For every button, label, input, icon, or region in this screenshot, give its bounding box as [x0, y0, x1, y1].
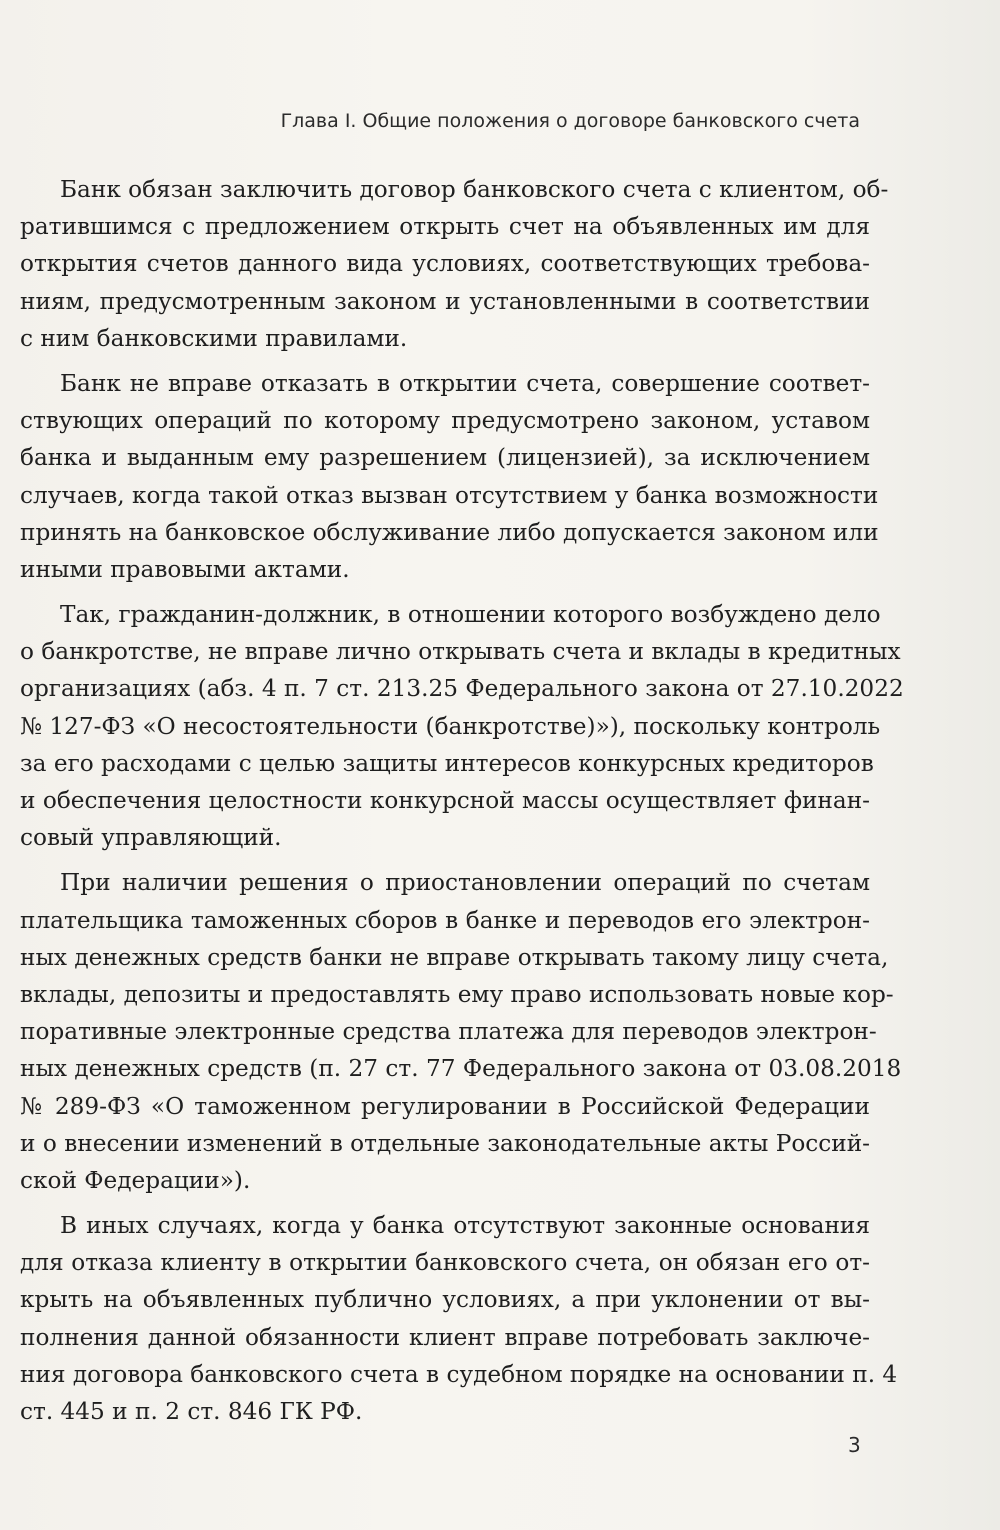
text-line: № 289-ФЗ «О таможенном регулировании в Российской Федерации — [20, 1092, 870, 1120]
text-line: В иных случаях, когда у банка отсутствуют законные основания — [60, 1212, 870, 1240]
text-line: для отказа клиенту в открытии банковского счета, он обязан его от- — [20, 1249, 870, 1277]
text-line: Банк обязан заключить договор банковского счета с клиентом, об- — [60, 176, 889, 203]
text-line: плательщика таможенных сборов в банке и переводов его электрон- — [20, 906, 870, 934]
text-line: ствующих операций по которому предусмотрено законом, уставом — [20, 407, 870, 435]
paragraph — [20, 171, 889, 357]
text-line: № 127-ФЗ «О несостоятельности (банкротстве)»), поскольку контроль — [20, 712, 881, 740]
text-line: При наличии решения о приостановлении операций по счетам — [60, 869, 870, 897]
text-line: иными правовыми актами. — [20, 555, 350, 583]
text-line: совый управляющий. — [20, 824, 282, 852]
text-line: ных денежных средств (п. 27 ст. 77 Федерального закона от 03.08.2018 — [20, 1055, 902, 1083]
body-text — [20, 171, 904, 1438]
text-line: банка и выданным ему разрешением (лицензией), за исключением — [20, 444, 870, 472]
text-line: Банк не вправе отказать в открытии счета, совершение соответ- — [60, 369, 870, 397]
paragraph — [20, 596, 904, 856]
text-line: поративные электронные средства платежа для переводов электрон- — [20, 1018, 877, 1046]
text-line: ской Федерации»). — [20, 1166, 251, 1194]
page-number: 3 — [848, 1433, 861, 1457]
running-header: Глава I. Общие положения о договоре банковского счета — [280, 110, 860, 132]
text-line: ст. 445 и п. 2 ст. 846 ГК РФ. — [20, 1398, 363, 1425]
text-line: с ним банковскими правилами. — [20, 324, 408, 352]
paragraph — [20, 1207, 898, 1430]
text-line: за его расходами с целью защиты интересов конкурсных кредиторов — [20, 749, 874, 777]
text-line: ратившимся с предложением открыть счет на объявленных им для — [20, 213, 870, 241]
text-line: вклады, депозиты и предоставлять ему право использовать новые кор- — [20, 980, 894, 1008]
text-line: открытия счетов данного вида условиях, соответствующих требова- — [20, 250, 870, 278]
text-line: крыть на объявленных публично условиях, а при уклонении от вы- — [20, 1286, 870, 1314]
paragraph — [20, 365, 879, 588]
text-line: и о внесении изменений в отдельные законодательные акты Россий- — [20, 1129, 870, 1157]
text-line: организациях (абз. 4 п. 7 ст. 213.25 Федерального закона от 27.10.2022 — [20, 675, 904, 703]
paragraph — [20, 864, 902, 1199]
text-line: полнения данной обязанности клиент вправе потребовать заключе- — [20, 1323, 870, 1351]
text-line: Так, гражданин-должник, в отношении которого возбуждено дело — [60, 601, 881, 629]
text-line: ниям, предусмотренным законом и установленными в соответствии — [20, 287, 870, 315]
text-line: о банкротстве, не вправе лично открывать счета и вклады в кредитных — [20, 638, 901, 666]
text-line: случаев, когда такой отказ вызван отсутствием у банка возможности — [20, 481, 879, 509]
text-line: ных денежных средств банки не вправе открывать такому лицу счета, — [20, 943, 889, 971]
text-line: принять на банковское обслуживание либо допускается законом или — [20, 518, 879, 546]
text-line: ния договора банковского счета в судебном порядке на основании п. 4 — [20, 1360, 898, 1388]
text-line: и обеспечения целостности конкурсной массы осуществляет финан- — [20, 787, 870, 814]
